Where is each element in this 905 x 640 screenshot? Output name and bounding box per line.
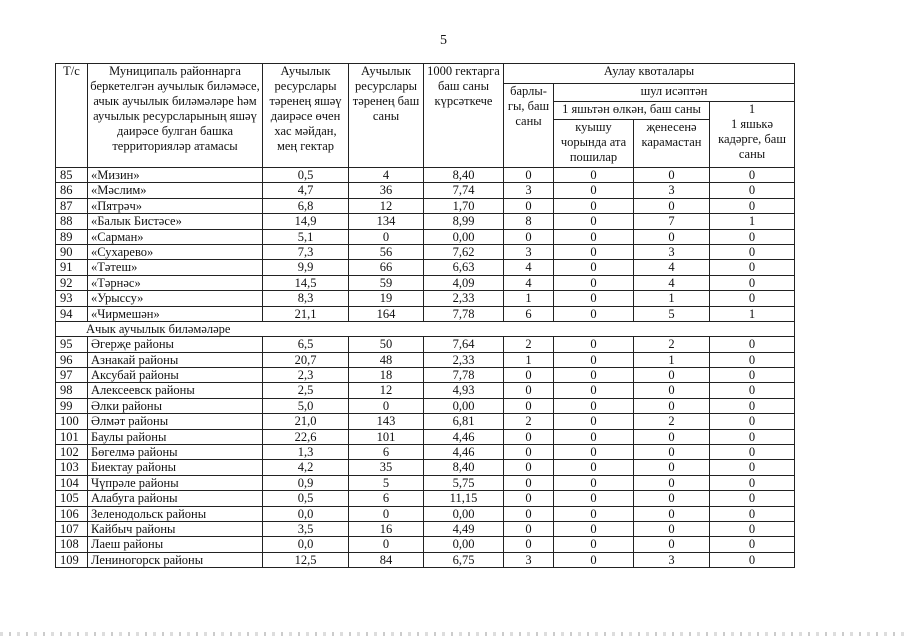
cell-value: 20,7 [263, 352, 349, 367]
cell-value: 0 [554, 275, 634, 290]
cell-value: 0 [554, 475, 634, 490]
cell-value: 0 [634, 475, 710, 490]
cell-value: 0 [504, 445, 554, 460]
territory-name: «Урыссу» [88, 291, 263, 306]
cell-value: 0 [634, 198, 710, 213]
cell-value: 0 [634, 383, 710, 398]
territory-name: «Тәрнәс» [88, 275, 263, 290]
row-number: 86 [56, 183, 88, 198]
cell-value: 1,70 [424, 198, 504, 213]
row-number: 109 [56, 552, 88, 567]
cell-value: 0 [634, 506, 710, 521]
cell-value: 0 [710, 491, 795, 506]
cell-value: 5 [349, 475, 424, 490]
cell-value: 0 [710, 244, 795, 259]
section-title: Ачык аучылык биләмәләре [56, 321, 795, 336]
cell-value: 3 [504, 244, 554, 259]
cell-value: 0 [634, 229, 710, 244]
cell-value: 84 [349, 552, 424, 567]
cell-value: 0,00 [424, 229, 504, 244]
table-row [56, 352, 795, 367]
row-number: 107 [56, 521, 88, 536]
section-row [56, 321, 795, 336]
table-row [56, 291, 795, 306]
header-nosex: җенесенә карамастан [634, 120, 710, 168]
cell-value: 6,5 [263, 337, 349, 352]
cell-value: 0,0 [263, 537, 349, 552]
cell-value: 0 [710, 460, 795, 475]
page-number: 5 [440, 33, 447, 48]
cell-value: 5 [634, 306, 710, 321]
cell-value: 0 [554, 337, 634, 352]
cell-value: 9,9 [263, 260, 349, 275]
cell-value: 14,5 [263, 275, 349, 290]
territory-name: Зеленодольск районы [88, 506, 263, 521]
cell-value: 6 [504, 306, 554, 321]
cell-value: 7,74 [424, 183, 504, 198]
cell-value: 0 [554, 306, 634, 321]
cell-value: 0 [710, 198, 795, 213]
cell-value: 0 [554, 244, 634, 259]
cell-value: 8,40 [424, 168, 504, 183]
cell-value: 0 [554, 398, 634, 413]
cell-value: 0 [554, 183, 634, 198]
territory-name: Әлмәт районы [88, 414, 263, 429]
cell-value: 8,99 [424, 214, 504, 229]
header-under1: 1 1 яшькә кадәрге, баш саны [710, 102, 795, 168]
cell-value: 0 [554, 383, 634, 398]
cell-value: 5,75 [424, 475, 504, 490]
cell-value: 7,78 [424, 306, 504, 321]
cell-value: 0 [504, 491, 554, 506]
cell-value: 0 [710, 414, 795, 429]
row-number: 88 [56, 214, 88, 229]
cell-value: 0 [710, 337, 795, 352]
cell-value: 1,3 [263, 445, 349, 460]
territory-name: Азнакай районы [88, 352, 263, 367]
cell-value: 0 [710, 552, 795, 567]
territory-name: «Мәслим» [88, 183, 263, 198]
cell-value: 0 [710, 275, 795, 290]
cell-value: 3 [634, 244, 710, 259]
cell-value: 2,33 [424, 352, 504, 367]
cell-value: 4,46 [424, 445, 504, 460]
cell-value: 0 [504, 383, 554, 398]
cell-value: 7 [634, 214, 710, 229]
cell-value: 2 [634, 337, 710, 352]
table-row [56, 506, 795, 521]
cell-value: 12 [349, 198, 424, 213]
cell-value: 12,5 [263, 552, 349, 567]
cell-value: 4 [634, 260, 710, 275]
cell-value: 0 [634, 445, 710, 460]
header-count: Аучылык ресурслары тәренең баш саны [349, 64, 424, 168]
cell-value: 0 [634, 368, 710, 383]
cell-value: 0 [554, 414, 634, 429]
row-number: 104 [56, 475, 88, 490]
cell-value: 4 [504, 260, 554, 275]
cell-value: 0 [554, 491, 634, 506]
cell-value: 0 [554, 429, 634, 444]
table-row [56, 244, 795, 259]
cell-value: 101 [349, 429, 424, 444]
cell-value: 2,33 [424, 291, 504, 306]
header-males: куышу чорында ата пошилар [554, 120, 634, 168]
cell-value: 6 [349, 491, 424, 506]
cell-value: 1 [634, 291, 710, 306]
cell-value: 0 [504, 229, 554, 244]
header-quota: Аулау квоталары [504, 64, 795, 84]
cell-value: 1 [634, 352, 710, 367]
table-row [56, 229, 795, 244]
row-number: 87 [56, 198, 88, 213]
cell-value: 0 [504, 521, 554, 536]
cell-value: 0 [710, 537, 795, 552]
row-number: 105 [56, 491, 88, 506]
row-number: 95 [56, 337, 88, 352]
cell-value: 0 [554, 229, 634, 244]
table-row [56, 306, 795, 321]
cell-value: 2,3 [263, 368, 349, 383]
territory-name: «Мизин» [88, 168, 263, 183]
row-number: 100 [56, 414, 88, 429]
cell-value: 21,0 [263, 414, 349, 429]
cell-value: 0 [349, 398, 424, 413]
cell-value: 18 [349, 368, 424, 383]
territory-name: Биектау районы [88, 460, 263, 475]
row-number: 108 [56, 537, 88, 552]
territory-name: Чүпрәле районы [88, 475, 263, 490]
table-row [56, 368, 795, 383]
cell-value: 0 [554, 537, 634, 552]
cell-value: 0 [349, 506, 424, 521]
header-total: барлы-гы, баш саны [504, 84, 554, 168]
cell-value: 11,15 [424, 491, 504, 506]
cell-value: 1 [710, 214, 795, 229]
table-row [56, 460, 795, 475]
cell-value: 1 [710, 306, 795, 321]
cell-value: 143 [349, 414, 424, 429]
cell-value: 0 [349, 229, 424, 244]
row-number: 94 [56, 306, 88, 321]
cell-value: 0 [554, 368, 634, 383]
cell-value: 12 [349, 383, 424, 398]
cell-value: 0 [710, 445, 795, 460]
cell-value: 0 [710, 183, 795, 198]
cell-value: 59 [349, 275, 424, 290]
cell-value: 3 [634, 552, 710, 567]
cell-value: 3 [634, 183, 710, 198]
cell-value: 0,00 [424, 537, 504, 552]
cell-value: 0 [504, 168, 554, 183]
territory-name: Лаеш районы [88, 537, 263, 552]
cell-value: 0,5 [263, 491, 349, 506]
cell-value: 0 [710, 506, 795, 521]
table-row [56, 445, 795, 460]
row-number: 101 [56, 429, 88, 444]
cell-value: 66 [349, 260, 424, 275]
table-row [56, 260, 795, 275]
table-row [56, 475, 795, 490]
territory-name: Алексеевск районы [88, 383, 263, 398]
cell-value: 0 [634, 168, 710, 183]
cell-value: 0 [504, 460, 554, 475]
cell-value: 14,9 [263, 214, 349, 229]
table-row [56, 214, 795, 229]
territory-name: Алабуга районы [88, 491, 263, 506]
cell-value: 36 [349, 183, 424, 198]
header-under1-text: 1 яшькә кадәрге, баш саны [718, 117, 786, 161]
territory-name: «Тәтеш» [88, 260, 263, 275]
cell-value: 4,93 [424, 383, 504, 398]
cell-value: 7,78 [424, 368, 504, 383]
cell-value: 0 [634, 460, 710, 475]
territory-name: «Пятрәч» [88, 198, 263, 213]
cell-value: 0 [504, 537, 554, 552]
cell-value: 0 [710, 260, 795, 275]
cell-value: 7,64 [424, 337, 504, 352]
cell-value: 0 [554, 552, 634, 567]
cell-value: 0 [710, 398, 795, 413]
cell-value: 0 [554, 521, 634, 536]
territory-name: Кайбыч районы [88, 521, 263, 536]
cell-value: 0,0 [263, 506, 349, 521]
cell-value: 0 [634, 537, 710, 552]
row-number: 93 [56, 291, 88, 306]
territory-name: Әгерҗе районы [88, 337, 263, 352]
cell-value: 4,7 [263, 183, 349, 198]
table-row [56, 398, 795, 413]
cell-value: 0 [504, 429, 554, 444]
cell-value: 8,3 [263, 291, 349, 306]
header-including: шул исәптән [554, 84, 795, 102]
cell-value: 0 [710, 475, 795, 490]
cell-value: 0 [634, 429, 710, 444]
row-number: 96 [56, 352, 88, 367]
table-row [56, 429, 795, 444]
cell-value: 0 [554, 352, 634, 367]
scan-edge [0, 632, 905, 636]
cell-value: 19 [349, 291, 424, 306]
cell-value: 0 [634, 491, 710, 506]
cell-value: 0 [504, 506, 554, 521]
cell-value: 0 [504, 368, 554, 383]
cell-value: 0 [710, 168, 795, 183]
cell-value: 6,81 [424, 414, 504, 429]
territory-name: «Балык Бистәсе» [88, 214, 263, 229]
cell-value: 3,5 [263, 521, 349, 536]
cell-value: 0 [504, 198, 554, 213]
cell-value: 3 [504, 552, 554, 567]
cell-value: 16 [349, 521, 424, 536]
cell-value: 2,5 [263, 383, 349, 398]
territory-name: «Чирмешән» [88, 306, 263, 321]
cell-value: 4 [349, 168, 424, 183]
cell-value: 0 [554, 291, 634, 306]
header-density: 1000 гектарга баш саны күрсәткече [424, 64, 504, 168]
territory-name: «Сарман» [88, 229, 263, 244]
cell-value: 0 [634, 521, 710, 536]
table-row [56, 383, 795, 398]
cell-value: 3 [504, 183, 554, 198]
cell-value: 21,1 [263, 306, 349, 321]
territory-name: Бөгелмә районы [88, 445, 263, 460]
cell-value: 4,2 [263, 460, 349, 475]
cell-value: 8 [504, 214, 554, 229]
table-row [56, 521, 795, 536]
cell-value: 0 [504, 398, 554, 413]
cell-value: 0 [504, 475, 554, 490]
cell-value: 0 [710, 429, 795, 444]
cell-value: 0 [710, 291, 795, 306]
cell-value: 0 [710, 352, 795, 367]
table-row [56, 337, 795, 352]
cell-value: 0,9 [263, 475, 349, 490]
header-area: Аучылык ресурслары тәренең яшәү даирәсе өчен хас мәйдан, мең гектар [263, 64, 349, 168]
cell-value: 4 [634, 275, 710, 290]
cell-value: 4,49 [424, 521, 504, 536]
cell-value: 0 [554, 214, 634, 229]
cell-value: 0 [634, 398, 710, 413]
table-row [56, 275, 795, 290]
cell-value: 0,5 [263, 168, 349, 183]
cell-value: 5,1 [263, 229, 349, 244]
territory-name: Лениногорск районы [88, 552, 263, 567]
cell-value: 56 [349, 244, 424, 259]
row-number: 98 [56, 383, 88, 398]
table-row [56, 168, 795, 183]
row-number: 106 [56, 506, 88, 521]
cell-value: 0 [554, 260, 634, 275]
header-municipality: Муниципаль районнарга беркетелгән аучылык биләмәсе, ачык аучылык биләмәләре һәм аучылык ресурсларының яшәү даирәсе булган башка территорияләр атамасы [88, 64, 263, 168]
territory-name: Әлки районы [88, 398, 263, 413]
table-row [56, 537, 795, 552]
territory-name: Баулы районы [88, 429, 263, 444]
cell-value: 0 [554, 460, 634, 475]
cell-value: 0 [710, 521, 795, 536]
table-row [56, 183, 795, 198]
cell-value: 4 [504, 275, 554, 290]
row-number: 85 [56, 168, 88, 183]
cell-value: 4,46 [424, 429, 504, 444]
cell-value: 2 [634, 414, 710, 429]
cell-value: 0 [349, 537, 424, 552]
cell-value: 0,00 [424, 506, 504, 521]
cell-value: 1 [504, 352, 554, 367]
table-row [56, 198, 795, 213]
row-number: 91 [56, 260, 88, 275]
cell-value: 1 [504, 291, 554, 306]
cell-value: 0 [710, 383, 795, 398]
cell-value: 7,62 [424, 244, 504, 259]
cell-value: 6,63 [424, 260, 504, 275]
table-row [56, 414, 795, 429]
table-row [56, 491, 795, 506]
cell-value: 2 [504, 337, 554, 352]
row-number: 89 [56, 229, 88, 244]
cell-value: 6,8 [263, 198, 349, 213]
cell-value: 0 [554, 198, 634, 213]
cell-value: 134 [349, 214, 424, 229]
header-no: Т/с [56, 64, 88, 168]
cell-value: 4,09 [424, 275, 504, 290]
cell-value: 164 [349, 306, 424, 321]
header-over1: 1 яшьтән өлкән, баш саны [554, 102, 710, 120]
row-number: 103 [56, 460, 88, 475]
row-number: 97 [56, 368, 88, 383]
hunting-quota-table [55, 63, 795, 568]
cell-value: 2 [504, 414, 554, 429]
cell-value: 0 [554, 506, 634, 521]
cell-value: 0,00 [424, 398, 504, 413]
table-row [56, 552, 795, 567]
cell-value: 5,0 [263, 398, 349, 413]
cell-value: 0 [710, 229, 795, 244]
row-number: 102 [56, 445, 88, 460]
row-number: 90 [56, 244, 88, 259]
cell-value: 6 [349, 445, 424, 460]
territory-name: Аксубай районы [88, 368, 263, 383]
cell-value: 22,6 [263, 429, 349, 444]
cell-value: 0 [554, 445, 634, 460]
row-number: 92 [56, 275, 88, 290]
cell-value: 50 [349, 337, 424, 352]
cell-value: 0 [710, 368, 795, 383]
cell-value: 35 [349, 460, 424, 475]
cell-value: 8,40 [424, 460, 504, 475]
cell-value: 48 [349, 352, 424, 367]
cell-value: 6,75 [424, 552, 504, 567]
territory-name: «Сухарево» [88, 244, 263, 259]
row-number: 99 [56, 398, 88, 413]
cell-value: 7,3 [263, 244, 349, 259]
cell-value: 0 [554, 168, 634, 183]
